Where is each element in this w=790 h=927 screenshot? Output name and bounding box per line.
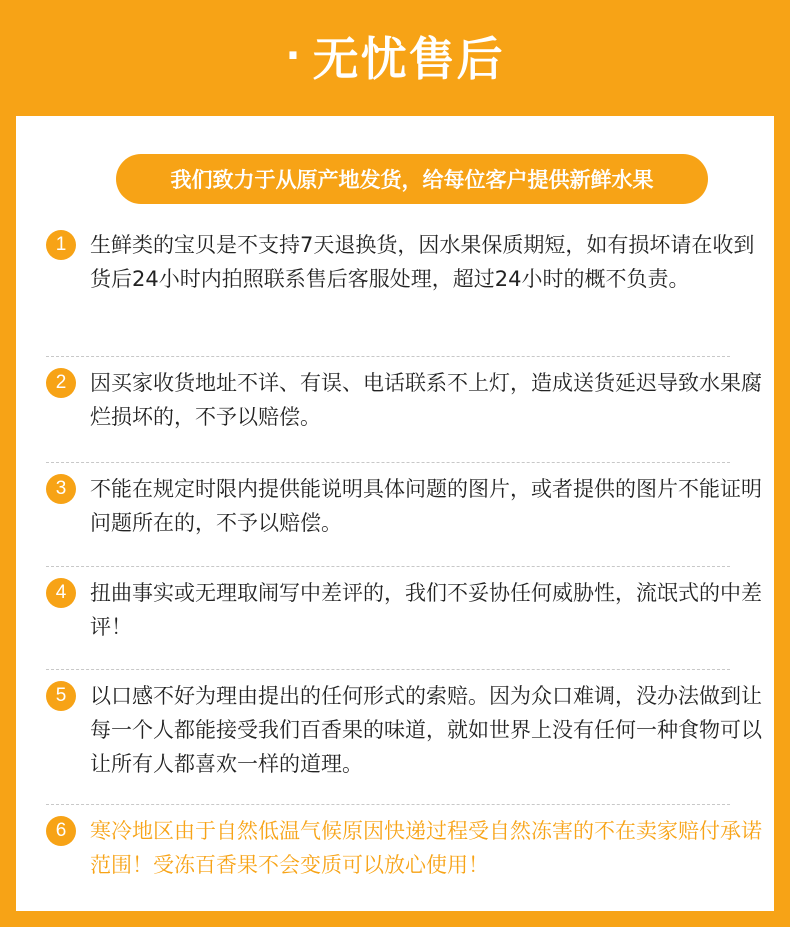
- policy-item-3: [46, 472, 766, 540]
- banner-pill: 我们致力于从原产地发货，给每位客户提供新鲜水果: [116, 154, 708, 204]
- title-text: 无忧售后: [312, 32, 505, 86]
- divider: [46, 804, 730, 805]
- policy-text: 扭曲事实或无理取闹写中差评的，我们不妥协任何威胁性，流氓式的中差评！: [90, 581, 762, 639]
- policy-card: [16, 116, 774, 911]
- divider: [46, 356, 730, 357]
- number-badge: 5: [46, 681, 76, 711]
- number-badge: 3: [46, 474, 76, 504]
- policy-item-2: [46, 366, 766, 434]
- policy-item-5: [46, 679, 766, 781]
- page-title: [0, 0, 790, 112]
- number-badge: 2: [46, 368, 76, 398]
- policy-text: 不能在规定时限内提供能说明具体问题的图片，或者提供的图片不能证明问题所在的，不予以赔偿。: [90, 477, 762, 535]
- policy-text: 以口感不好为理由提出的任何形式的索赔。因为众口难调，没办法做到让每一个人都能接受我们百香果的味道，就如世界上没有任何一种食物可以让所有人都喜欢一样的道理。: [90, 684, 762, 776]
- divider: [46, 462, 730, 463]
- policy-text: 寒冷地区由于自然低温气候原因快递过程受自然冻害的不在卖家赔付承诺范围！受冻百香果不会变质可以放心使用！: [90, 819, 762, 877]
- policy-item-4: [46, 576, 766, 644]
- divider: [46, 669, 730, 670]
- number-badge: 4: [46, 578, 76, 608]
- divider: [46, 566, 730, 567]
- policy-text: 因买家收货地址不详、有误、电话联系不上灯，造成送货延迟导致水果腐烂损坏的，不予以赔偿。: [90, 371, 762, 429]
- policy-text: 生鲜类的宝贝是不支持7天退换货，因水果保质期短，如有损坏请在收到货后24小时内拍照联系售后客服处理，超过24小时的概不负责。: [90, 233, 755, 291]
- number-badge: 1: [46, 230, 76, 260]
- policy-item-1: [46, 228, 766, 296]
- number-badge: 6: [46, 816, 76, 846]
- title-dot: ·: [285, 33, 303, 79]
- policy-item-6: [46, 814, 766, 882]
